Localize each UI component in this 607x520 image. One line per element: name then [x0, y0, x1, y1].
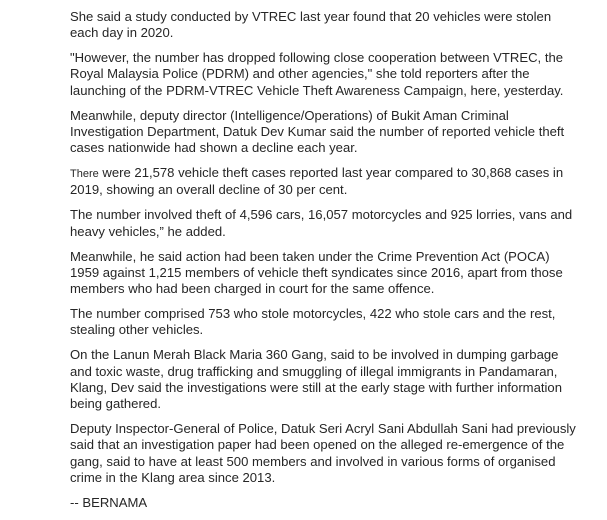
paragraph-deputy-igp: Deputy Inspector-General of Police, Datuk Seri Acryl Sani Abdullah Sani had previously said that an investigation paper had been opened on the alleged re-emergence of the gang, said to have at least 500 members and involved in various forms of organised crime in the Klang area since 2013. — [70, 420, 576, 485]
paragraph-study: She said a study conducted by VTREC last year found that 20 vehicles were stolen each day in 2020. — [70, 9, 552, 41]
byline: -- BERNAMA — [70, 494, 148, 510]
paragraph-vehicle-breakdown: The number involved theft of 4,596 cars, 16,057 motorcycles and 925 lorries, vans and heavy vehicles,” he added. — [70, 207, 573, 239]
paragraph-case-statistics — [70, 165, 607, 199]
article-body — [70, 9, 607, 520]
paragraph-lead-word: There — [70, 168, 99, 181]
paragraph-quote-cooperation: "However, the number has dropped following close cooperation between VTREC, the Royal Malaysia Police (PDRM) and other agencies," she told reporters after the launching of the PDRM-VTREC Vehicle Theft Awareness Campaign, here, yesterday. — [70, 50, 564, 98]
paragraph-poca-action: Meanwhile, he said action had been taken under the Crime Prevention Act (POCA) 1959 against 1,215 members of vehicle theft syndicates since 2016, apart from those members who had been charged in court for the same offence. — [70, 248, 563, 297]
paragraph-members-breakdown: The number comprised 753 who stole motorcycles, 422 who stole cars and the rest, stealing other vehicles. — [70, 306, 556, 338]
paragraph-case-statistics-text: were 21,578 vehicle theft cases reported last year compared to 30,868 cases in 2019, showing an overall decline of 30 per cent. — [70, 165, 564, 198]
paragraph-deputy-director: Meanwhile, deputy director (Intelligence/Operations) of Bukit Aman Criminal Investigation Department, Datuk Dev Kumar said the number of reported vehicle theft cases nationwide had shown a decline each year. — [70, 107, 565, 156]
paragraph-gang-investigation: On the Lanun Merah Black Maria 360 Gang, said to be involved in dumping garbage and toxic waste, drug trafficking and smuggling of illegal immigrants in Pandamaran, Klang, Dev said the investigations were still at the early stage with further information being gathered. — [70, 347, 562, 412]
